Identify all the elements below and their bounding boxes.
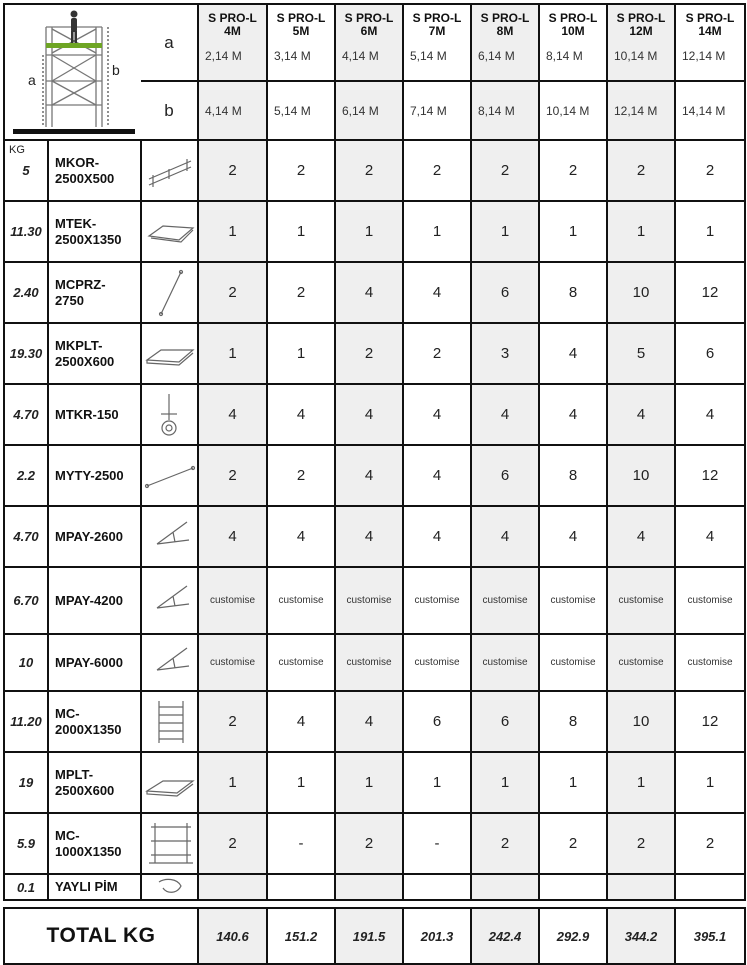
component-illustration-cell — [141, 140, 198, 201]
dimension-a: 8,14 M — [546, 49, 583, 63]
quantity-cell: 4 — [471, 384, 539, 445]
total-value: 151.2 — [267, 908, 335, 964]
quantity-cell: customise — [539, 634, 607, 691]
quantity-cell: 1 — [607, 752, 675, 813]
quantity-cell: customise — [471, 567, 539, 634]
quantity-cell: 2 — [267, 140, 335, 201]
scaffold-diagram-cell — [4, 4, 141, 140]
total-value: 242.4 — [471, 908, 539, 964]
dimension-b: 10,14 M — [539, 81, 607, 140]
component-row — [4, 874, 745, 900]
component-code: MYTY-2500 — [48, 445, 141, 506]
dimension-a: 2,14 M — [205, 49, 242, 63]
stabiliser-icon — [142, 638, 197, 688]
horizontal-brace-icon — [142, 454, 197, 498]
platform-icon — [142, 761, 197, 805]
quantity-cell: 2 — [198, 813, 267, 874]
stabiliser-icon — [142, 512, 197, 562]
total-row — [4, 908, 745, 964]
quantity-cell: customise — [403, 567, 471, 634]
quantity-cell — [335, 874, 403, 900]
dimension-a: 10,14 M — [614, 49, 658, 63]
quantity-cell — [198, 874, 267, 900]
quantity-cell: 2 — [335, 813, 403, 874]
quantity-cell: 4 — [539, 506, 607, 567]
quantity-cell: 2 — [539, 140, 607, 201]
weight-kg: 6.70 — [4, 567, 48, 634]
quantity-cell: customise — [267, 567, 335, 634]
component-illustration-cell — [141, 262, 198, 323]
total-value: 344.2 — [607, 908, 675, 964]
component-code: MKPLT- 2500X600 — [48, 323, 141, 384]
model-header — [607, 4, 675, 81]
component-row — [4, 567, 745, 634]
quantity-cell: 2 — [471, 813, 539, 874]
component-code: MTEK- 2500X1350 — [48, 201, 141, 262]
weight-kg: 2.2 — [4, 445, 48, 506]
weight-kg: 4.70 — [4, 384, 48, 445]
quantity-cell: 4 — [471, 506, 539, 567]
diagonal-brace-icon — [142, 264, 197, 322]
quantity-cell: customise — [267, 634, 335, 691]
quantity-cell: 4 — [403, 262, 471, 323]
model-header — [267, 4, 335, 81]
dimension-b: 12,14 M — [607, 81, 675, 140]
model-name: S PRO-L 12M — [616, 11, 666, 38]
component-illustration-cell — [141, 752, 198, 813]
quantity-cell: 4 — [403, 384, 471, 445]
quantity-cell: 6 — [471, 262, 539, 323]
model-name: S PRO-L 14M — [685, 11, 735, 38]
quantity-cell: 2 — [471, 140, 539, 201]
component-row — [4, 691, 745, 752]
quantity-cell: 4 — [675, 384, 745, 445]
dimension-b: 7,14 M — [403, 81, 471, 140]
total-value: 191.5 — [335, 908, 403, 964]
quantity-cell: customise — [607, 567, 675, 634]
quantity-cell: 1 — [267, 201, 335, 262]
quantity-cell: 1 — [471, 752, 539, 813]
weight-value: 5 — [22, 163, 30, 178]
platform-hatch-icon — [142, 332, 197, 376]
quantity-cell: 4 — [267, 384, 335, 445]
model-name: S PRO-L 8M — [480, 11, 530, 38]
quantity-cell — [267, 874, 335, 900]
quantity-cell: 4 — [403, 506, 471, 567]
quantity-cell: 4 — [335, 445, 403, 506]
component-code: MTKR-150 — [48, 384, 141, 445]
quantity-cell: customise — [675, 634, 745, 691]
quantity-cell — [403, 874, 471, 900]
quantity-cell: 1 — [471, 201, 539, 262]
component-illustration-cell — [141, 874, 198, 900]
quantity-cell: 4 — [539, 323, 607, 384]
quantity-cell: 3 — [471, 323, 539, 384]
quantity-cell: customise — [607, 634, 675, 691]
dimension-a: 12,14 M — [682, 49, 726, 63]
quantity-cell: 2 — [675, 813, 745, 874]
a-row-label: a — [141, 4, 198, 81]
stabiliser-icon — [142, 576, 197, 626]
total-value: 140.6 — [198, 908, 267, 964]
quantity-cell: 2 — [403, 140, 471, 201]
quantity-cell: 6 — [403, 691, 471, 752]
dimension-b: 4,14 M — [198, 81, 267, 140]
quantity-cell: 2 — [198, 262, 267, 323]
model-header — [198, 4, 267, 81]
component-code: MPAY-6000 — [48, 634, 141, 691]
quantity-cell: 1 — [675, 752, 745, 813]
weight-kg: 4.70 — [4, 506, 48, 567]
component-code: MC- 2000X1350 — [48, 691, 141, 752]
quantity-cell: 1 — [403, 201, 471, 262]
model-header — [471, 4, 539, 81]
ladder-frame-icon — [142, 697, 197, 747]
quantity-cell: 8 — [539, 445, 607, 506]
component-row — [4, 813, 745, 874]
component-row — [4, 506, 745, 567]
weight-kg: 19.30 — [4, 323, 48, 384]
component-row — [4, 262, 745, 323]
quantity-cell: 4 — [335, 691, 403, 752]
quantity-cell: 10 — [607, 691, 675, 752]
quantity-cell: customise — [403, 634, 471, 691]
component-row — [4, 384, 745, 445]
weight-kg: 11.20 — [4, 691, 48, 752]
model-name: S PRO-L 10M — [548, 11, 598, 38]
quantity-cell: 6 — [471, 445, 539, 506]
quantity-cell: 6 — [675, 323, 745, 384]
total-label: TOTAL KG — [4, 908, 198, 964]
quantity-cell: customise — [335, 634, 403, 691]
quantity-cell: customise — [675, 567, 745, 634]
components-table — [3, 3, 746, 965]
half-frame-icon — [142, 819, 197, 869]
component-illustration-cell — [141, 445, 198, 506]
component-code: MCPRZ- 2750 — [48, 262, 141, 323]
weight-kg — [4, 140, 48, 201]
quantity-cell: 2 — [198, 140, 267, 201]
quantity-cell: 1 — [198, 752, 267, 813]
quantity-cell: 4 — [539, 384, 607, 445]
quantity-cell: 8 — [539, 691, 607, 752]
component-illustration-cell — [141, 384, 198, 445]
component-code: MKOR- 2500X500 — [48, 140, 141, 201]
quantity-cell: 2 — [539, 813, 607, 874]
quantity-cell: 1 — [198, 201, 267, 262]
quantity-cell: 4 — [607, 506, 675, 567]
quantity-cell: 4 — [675, 506, 745, 567]
component-row — [4, 323, 745, 384]
component-code: MPAY-2600 — [48, 506, 141, 567]
b-row-label: b — [141, 81, 198, 140]
quantity-cell: - — [267, 813, 335, 874]
quantity-cell: 2 — [335, 323, 403, 384]
quantity-cell: 2 — [267, 445, 335, 506]
quantity-cell: 1 — [267, 323, 335, 384]
quantity-cell: 1 — [403, 752, 471, 813]
weight-kg: 10 — [4, 634, 48, 691]
quantity-cell: 2 — [403, 323, 471, 384]
quantity-cell: 1 — [607, 201, 675, 262]
quantity-cell: 1 — [198, 323, 267, 384]
component-row — [4, 445, 745, 506]
quantity-cell: 4 — [335, 384, 403, 445]
quantity-cell — [539, 874, 607, 900]
component-illustration-cell — [141, 323, 198, 384]
kg-unit: KG — [9, 144, 25, 156]
component-illustration-cell — [141, 506, 198, 567]
quantity-cell: 12 — [675, 445, 745, 506]
quantity-cell: customise — [539, 567, 607, 634]
quantity-cell — [675, 874, 745, 900]
diagram-b-label: b — [112, 62, 120, 78]
component-illustration-cell — [141, 634, 198, 691]
model-name: S PRO-L 7M — [412, 11, 462, 38]
quantity-cell: - — [403, 813, 471, 874]
quantity-cell: 4 — [335, 506, 403, 567]
component-row — [4, 201, 745, 262]
quantity-cell: 2 — [607, 140, 675, 201]
quantity-cell: 5 — [607, 323, 675, 384]
quantity-cell: 6 — [471, 691, 539, 752]
diagram-a-label: a — [28, 72, 36, 88]
dimension-b: 6,14 M — [335, 81, 403, 140]
quantity-cell: 12 — [675, 262, 745, 323]
component-code: MPAY-4200 — [48, 567, 141, 634]
model-name: S PRO-L 6M — [344, 11, 394, 38]
quantity-cell: 1 — [539, 752, 607, 813]
weight-kg: 2.40 — [4, 262, 48, 323]
quantity-cell: 4 — [198, 506, 267, 567]
model-name: S PRO-L 5M — [276, 11, 326, 38]
weight-kg: 19 — [4, 752, 48, 813]
quantity-cell: 1 — [267, 752, 335, 813]
component-code: YAYLI PİM — [48, 874, 141, 900]
quantity-cell: customise — [198, 567, 267, 634]
component-row — [4, 634, 745, 691]
quantity-cell: 10 — [607, 262, 675, 323]
quantity-cell: 4 — [198, 384, 267, 445]
quantity-cell: 2 — [267, 262, 335, 323]
base-frame-icon — [142, 210, 197, 254]
component-code: MPLT- 2500X600 — [48, 752, 141, 813]
quantity-cell: customise — [335, 567, 403, 634]
spring-pin-icon — [142, 876, 197, 898]
quantity-cell: 1 — [335, 201, 403, 262]
quantity-cell: customise — [471, 634, 539, 691]
quantity-cell: 2 — [198, 445, 267, 506]
quantity-cell: 4 — [267, 691, 335, 752]
model-header — [335, 4, 403, 81]
dimension-a: 6,14 M — [478, 49, 515, 63]
quantity-cell: 8 — [539, 262, 607, 323]
quantity-cell — [607, 874, 675, 900]
quantity-cell: 2 — [607, 813, 675, 874]
quantity-cell: 10 — [607, 445, 675, 506]
weight-kg: 0.1 — [4, 874, 48, 900]
scaffold-tower-icon — [10, 5, 140, 139]
model-header — [403, 4, 471, 81]
component-row — [4, 752, 745, 813]
dimension-a: 5,14 M — [410, 49, 447, 63]
quantity-cell: 2 — [198, 691, 267, 752]
quantity-cell: 2 — [335, 140, 403, 201]
quantity-cell: customise — [198, 634, 267, 691]
spacer — [4, 900, 745, 908]
quantity-cell — [471, 874, 539, 900]
caster-wheel-icon — [142, 390, 197, 440]
component-code: MC- 1000X1350 — [48, 813, 141, 874]
dimension-b: 8,14 M — [471, 81, 539, 140]
total-value: 292.9 — [539, 908, 607, 964]
dimension-b: 14,14 M — [675, 81, 745, 140]
total-value: 395.1 — [675, 908, 745, 964]
weight-kg: 5.9 — [4, 813, 48, 874]
quantity-cell: 4 — [607, 384, 675, 445]
quantity-cell: 1 — [335, 752, 403, 813]
model-header — [539, 4, 607, 81]
dimension-a: 3,14 M — [274, 49, 311, 63]
component-illustration-cell — [141, 813, 198, 874]
quantity-cell: 12 — [675, 691, 745, 752]
quantity-cell: 1 — [539, 201, 607, 262]
total-value: 201.3 — [403, 908, 471, 964]
quantity-cell: 1 — [675, 201, 745, 262]
component-illustration-cell — [141, 567, 198, 634]
quantity-cell: 4 — [403, 445, 471, 506]
frame-icon — [142, 149, 197, 193]
dimension-b: 5,14 M — [267, 81, 335, 140]
dimension-a: 4,14 M — [342, 49, 379, 63]
quantity-cell: 4 — [335, 262, 403, 323]
component-illustration-cell — [141, 201, 198, 262]
quantity-cell: 2 — [675, 140, 745, 201]
quantity-cell: 4 — [267, 506, 335, 567]
model-header — [675, 4, 745, 81]
weight-kg: 11.30 — [4, 201, 48, 262]
component-row — [4, 140, 745, 201]
model-name: S PRO-L 4M — [208, 11, 257, 38]
component-illustration-cell — [141, 691, 198, 752]
